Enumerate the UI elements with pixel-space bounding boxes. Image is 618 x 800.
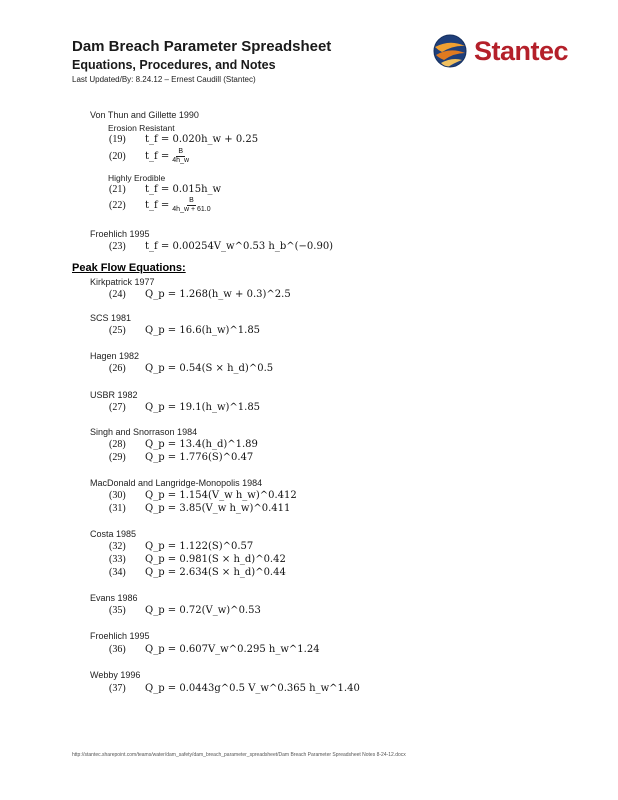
equation-expression: t_f = 0.020h_w + 0.25 [145, 134, 259, 145]
equation-number: (32) [109, 541, 126, 552]
equation-24 [109, 289, 291, 300]
stantec-logo-text: Stantec [474, 35, 569, 66]
equation-31 [109, 503, 290, 514]
equation-37 [109, 683, 360, 694]
equation-30 [109, 490, 297, 501]
equation-number: (28) [109, 439, 126, 450]
froehlich-peak-heading: Froehlich 1995 [90, 631, 150, 641]
equation-number: (35) [109, 605, 126, 616]
equation-number: (33) [109, 554, 126, 565]
equation-number: (21) [109, 184, 126, 195]
fraction-denominator: 4h_w [172, 157, 190, 164]
singh-heading: Singh and Snorrason 1984 [90, 427, 198, 437]
peak-flow-section-title: Peak Flow Equations: [72, 262, 186, 274]
equation-23 [109, 241, 333, 252]
equation-expression: Q_p = 19.1(h_w)^1.85 [145, 402, 261, 413]
equation-lhs: t_f = [145, 200, 170, 211]
equation-expression: Q_p = 1.268(h_w + 0.3)^2.5 [145, 289, 291, 300]
usbr-heading: USBR 1982 [90, 390, 138, 400]
equation-32 [109, 541, 253, 552]
von-thun-heading: Von Thun and Gillette 1990 [90, 110, 199, 120]
equation-29 [109, 452, 253, 463]
equation-34 [109, 567, 286, 578]
equation-33 [109, 554, 286, 565]
equation-28 [109, 439, 258, 450]
equation-expression: Q_p = 1.776(S)^0.47 [145, 452, 254, 463]
evans-heading: Evans 1986 [90, 593, 138, 603]
equation-expression: Q_p = 2.634(S × h_d)^0.44 [145, 567, 286, 578]
equation-26 [109, 363, 273, 374]
equation-expression: Q_p = 1.154(V_w h_w)^0.412 [145, 490, 297, 501]
equation-expression: Q_p = 16.6(h_w)^1.85 [145, 325, 261, 336]
equation-19 [109, 134, 258, 145]
equation-lhs: t_f = [145, 151, 170, 162]
equation-36 [109, 644, 320, 655]
last-updated: Last Updated/By: 8.24.12 – Ernest Caudill (Stantec) [72, 75, 256, 84]
equation-expression: Q_p = 0.0443g^0.5 V_w^0.365 h_w^1.40 [145, 683, 360, 694]
equation-expression: Q_p = 0.72(V_w)^0.53 [145, 605, 261, 616]
equation-expression: Q_p = 1.122(S)^0.57 [145, 541, 254, 552]
equation-number: (23) [109, 241, 126, 252]
equation-number: (31) [109, 503, 126, 514]
fraction-numerator: B [178, 148, 183, 155]
fraction-denominator: 4h_w + 61.0 [172, 206, 211, 213]
equation-expression: Q_p = 3.85(V_w h_w)^0.411 [145, 503, 291, 514]
equation-number: (37) [109, 683, 126, 694]
fraction-numerator: B [189, 197, 194, 204]
footer-file-path: http://stantec.sharepoint.com/teams/water/dam_safety/dam_breach_parameter_spreadsheet/Dam Breach Parameter Spreadsheet Notes 8-24-12.docx [72, 752, 406, 758]
equation-expression: t_f = 0.00254V_w^0.53 h_b^(−0.90) [145, 241, 334, 252]
erosion-resistant-label: Erosion Resistant [108, 123, 175, 133]
stantec-globe-icon [432, 33, 468, 69]
equation-number: (34) [109, 567, 126, 578]
scs-heading: SCS 1981 [90, 313, 132, 323]
equation-20 [109, 148, 189, 165]
equation-expression: t_f = 0.015h_w [145, 184, 222, 195]
equation-number: (24) [109, 289, 126, 300]
equation-27 [109, 402, 260, 413]
equation-fraction [172, 197, 210, 214]
equation-number: (22) [109, 200, 126, 211]
equation-number: (26) [109, 363, 126, 374]
equation-fraction [172, 148, 189, 165]
page-subtitle: Equations, Procedures, and Notes [72, 58, 276, 72]
equation-number: (19) [109, 134, 126, 145]
stantec-logo [432, 33, 568, 69]
equation-number: (27) [109, 402, 126, 413]
equation-number: (30) [109, 490, 126, 501]
equation-expression: Q_p = 0.54(S × h_d)^0.5 [145, 363, 274, 374]
hagen-heading: Hagen 1982 [90, 351, 140, 361]
equation-25 [109, 325, 260, 336]
equation-22 [109, 197, 211, 214]
webby-heading: Webby 1996 [90, 670, 141, 680]
equation-expression: Q_p = 13.4(h_d)^1.89 [145, 439, 258, 450]
equation-number: (36) [109, 644, 126, 655]
equation-21 [109, 184, 221, 195]
equation-number: (29) [109, 452, 126, 463]
costa-heading: Costa 1985 [90, 529, 137, 539]
equation-number: (20) [109, 151, 126, 162]
macdonald-heading: MacDonald and Langridge-Monopolis 1984 [90, 478, 263, 488]
equation-expression: Q_p = 0.981(S × h_d)^0.42 [145, 554, 286, 565]
equation-number: (25) [109, 325, 126, 336]
equation-expression: Q_p = 0.607V_w^0.295 h_w^1.24 [145, 644, 320, 655]
page-title: Dam Breach Parameter Spreadsheet [72, 38, 332, 55]
highly-erodible-label: Highly Erodible [108, 173, 166, 183]
kirkpatrick-heading: Kirkpatrick 1977 [90, 277, 155, 287]
froehlich-time-heading: Froehlich 1995 [90, 229, 150, 239]
equation-35 [109, 605, 261, 616]
